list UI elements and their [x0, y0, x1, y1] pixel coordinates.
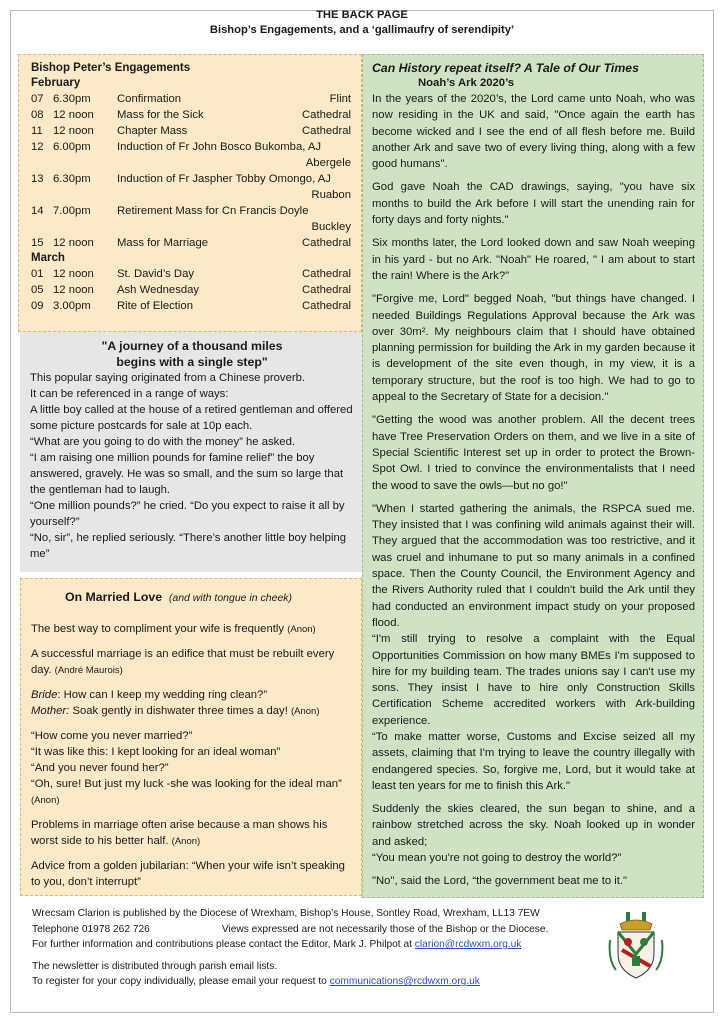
ark-paragraph: Suddenly the skies cleared, the sun began to shine, and a rainbow stretched across the sky. Noah looked up in wonder and asked; — [372, 803, 695, 848]
publisher-line: Wrecsam Clarion is published by the Diocese of Wrexham, Bishop’s House, Sontley Road, Wrexham, LL13 7EW — [32, 908, 540, 919]
engagement-day: 01 — [31, 268, 44, 280]
engagement-location: Cathedral — [302, 268, 351, 280]
quote-text: A successful marriage is an edifice that must be rebuilt every day. — [31, 648, 335, 676]
journey-title-line1: "A journey of a thousand miles — [101, 339, 283, 353]
engagement-row — [31, 139, 351, 171]
engagement-location: Flint — [329, 93, 351, 105]
dialogue-line: “Oh, sure! But just my luck -she was looking for the ideal man” — [31, 778, 342, 790]
engagement-location: Cathedral — [302, 125, 351, 137]
ark-paragraph: "Forgive me, Lord" begged Noah, "but things have changed. I needed Buildings Regulations Approval because the Ark was over 30m². My neighbours claim that I should have obtained planning permission for building the Ark in my garden because it is development of the site even though, in my view, it is a temporary structure, but the roof is too high. We had to go to appeal to the Secretary of State for a decision." — [372, 293, 695, 404]
ark-title: Can History repeat itself? A Tale of Our Times — [372, 61, 639, 75]
ark-paragraph: “I'm still trying to resolve a complaint with the Equal Opportunities Commission on how many BMEs I'm supposed to hire for my building team. The trades unions say I can't use my sons. They insist I have to hire only Construction Skills Certification Scheme accredited workers with Ark-building experience. — [372, 633, 695, 727]
engagement-row — [31, 235, 351, 251]
ark-paragraph: In the years of the 2020’s, the Lord came unto Noah, who was now residing in the UK and said, "Once again the earth has become wicked and I see the end of all flesh before me. Build another Ark and save two of every living thing, along with a few good humans". — [372, 93, 695, 171]
engagement-row — [31, 107, 351, 123]
quote — [31, 817, 353, 850]
engagement-row — [31, 266, 351, 282]
mother-label: Mother: — [31, 705, 70, 717]
engagement-location: Ruabon — [311, 189, 351, 201]
engagement-event: St. David’s Day — [117, 268, 195, 280]
engagement-location: Cathedral — [302, 237, 351, 249]
engagement-event: Retirement Mass for Cn Francis Doyle — [117, 205, 309, 217]
engagements-title: Bishop Peter’s Engagements — [31, 62, 191, 74]
distribution-line: The newsletter is distributed through parish email lists. — [32, 960, 278, 972]
contact-text: For further information and contributions please contact the Editor, Mark J. Philpot at — [32, 939, 415, 950]
journey-line: It can be referenced in a range of ways: — [30, 388, 229, 400]
engagement-event: Chapter Mass — [117, 125, 188, 137]
engagement-event: Ash Wednesday — [117, 284, 200, 296]
quote — [31, 646, 353, 679]
journey-line: “I am raising one million pounds for famine relief” the boy answered, gravely. He was so small, and the sum so large that the gentleman had to laugh. — [30, 452, 344, 496]
page-header — [0, 8, 724, 38]
engagement-day: 13 — [31, 173, 44, 185]
register-text: To register for your copy individually, please email your request to — [32, 976, 330, 987]
editor-email-link[interactable]: clarion@rcdwxm.org.uk — [414, 939, 522, 950]
engagement-time: 12 noon — [53, 284, 94, 296]
quote-text: Problems in marriage often arise because a man shows his worst side to his better half. — [31, 819, 328, 847]
engagement-day: 08 — [31, 109, 44, 121]
diocese-crest-icon — [606, 910, 666, 984]
engagement-time: 7.00pm — [53, 205, 91, 217]
engagement-location: Cathedral — [302, 300, 351, 312]
engagement-event: Induction of Fr John Bosco Bukomba, AJ — [117, 141, 322, 153]
engagement-time: 12 noon — [53, 268, 94, 280]
mother-text: Soak gently in dishwater three times a day! — [69, 705, 288, 717]
ark-paragraph: "No", said the Lord, “the government beat me to it." — [372, 875, 628, 888]
contact-line — [32, 937, 592, 953]
engagement-day: 05 — [31, 284, 44, 296]
telephone: Telephone 01978 262 726 — [32, 923, 150, 935]
engagement-day: 11 — [31, 125, 43, 137]
ark-paragraph: "Getting the wood was another problem. All the decent trees have Tree Preservation Orders on them, and we live in a site of Special Scientific Interest set up in order to protect the Brown-Spot Owl. I tried to convince the environmentalists that I need the wood to save the owls—but no go!" — [372, 414, 695, 492]
ark-paragraph: “You mean you're not going to destroy the world?" — [372, 852, 622, 865]
engagement-row — [31, 282, 351, 298]
ark-paragraph: Six months later, the Lord looked down and saw Noah weeping in his yard - but no Ark. "Noah" He roared, " I am about to start the rain! Where is the Ark?" — [372, 237, 695, 282]
engagement-event: Rite of Election — [117, 300, 193, 312]
journey-line: “No, sir”, he replied seriously. “There’s another little boy helping me” — [30, 532, 347, 560]
footer — [32, 906, 592, 990]
married-love-subtitle: (and with tongue in cheek) — [168, 592, 293, 604]
married-love-box — [20, 578, 362, 896]
page-title: THE BACK PAGE — [316, 9, 408, 21]
ark-paragraph: "When I started gathering the animals, the RSPCA sued me. They insisted that I was confining wild animals against their will. They argued that the accommodation was too restrictive, and it was cruel and inhumane to put so many animals in a confined space. Then the County Council, the Environment Agency and the Rivers Authority ruled that I couldn't build the Ark until they had conducted an environment impact study on your proposed flood. — [372, 502, 695, 629]
engagement-time: 3.00pm — [53, 300, 91, 312]
communications-email-link[interactable]: communications@rcdwxm.org.uk — [329, 976, 480, 987]
married-love-title — [31, 589, 353, 606]
month-heading: March — [31, 252, 65, 264]
engagement-time: 6.30pm — [53, 173, 91, 185]
page-subtitle: Bishop’s Engagements, and a ‘gallimaufry of serendipity’ — [209, 24, 515, 36]
dialogue-line: “How come you never married?” — [31, 730, 193, 742]
engagement-location: Cathedral — [302, 109, 351, 121]
engagement-day: 12 — [31, 141, 44, 153]
quote — [31, 858, 353, 890]
journey-line: “One million pounds?” he cried. “Do you expect to raise it all by yourself?” — [30, 500, 345, 528]
quote-source: (Anon) — [171, 836, 201, 847]
engagement-day: 15 — [31, 237, 44, 249]
engagement-time: 12 noon — [53, 109, 94, 121]
engagement-row — [31, 171, 351, 203]
quote — [31, 687, 353, 720]
bride-label: Bride — [31, 689, 58, 701]
quote-source: (André Maurois) — [54, 665, 123, 676]
ark-subtitle: Noah’s Ark 2020’s — [418, 77, 515, 89]
married-love-heading: On Married Love — [65, 590, 163, 604]
engagement-location: Buckley — [311, 221, 351, 233]
ark-story-box — [362, 54, 704, 898]
quote-source: (Anon) — [290, 706, 320, 717]
dialogue-line: “It was like this: I kept looking for an ideal woman” — [31, 746, 281, 758]
engagement-event: Mass for Marriage — [117, 237, 209, 249]
views-disclaimer: Views expressed are not necessarily those of the Bishop or the Diocese. — [221, 923, 549, 935]
engagement-location: Cathedral — [302, 284, 351, 296]
quote-source: (Anon) — [31, 795, 60, 806]
engagement-row — [31, 123, 351, 139]
ark-paragraph: God gave Noah the CAD drawings, saying, "you have six months to build the Ark before I will start the unending rain for forty days and forty nights." — [372, 181, 695, 227]
ark-paragraph: “To make matter worse, Customs and Excise seized all my assets, claiming that I'm trying to leave the country illegally with endangered species. So, forgive me, Lord, but it would take at least ten years for me to finish this Ark." — [372, 730, 695, 792]
journey-title-line2: begins with a single step" — [116, 355, 268, 369]
telephone-line — [32, 922, 592, 938]
engagement-event: Induction of Fr Jaspher Tobby Omongo, AJ — [117, 173, 331, 185]
journey-box — [20, 332, 362, 572]
engagement-row — [31, 298, 351, 314]
journey-line: “What are you going to do with the money” he asked. — [30, 436, 295, 448]
engagement-day: 07 — [31, 93, 44, 105]
bride-text: : How can I keep my wedding ring clean?” — [57, 689, 268, 701]
engagement-time: 12 noon — [53, 125, 94, 137]
engagement-time: 12 noon — [53, 237, 94, 249]
engagement-time: 6.30pm — [53, 93, 91, 105]
engagement-event: Confirmation — [117, 93, 182, 105]
engagements-box — [18, 54, 362, 332]
engagement-day: 14 — [31, 205, 44, 217]
engagement-event: Mass for the Sick — [117, 109, 204, 121]
quote-source: (Anon) — [287, 624, 316, 635]
quote-text: Advice from a golden jubilarian: “When your wife isn’t speaking to you, don’t interrupt” — [31, 860, 345, 888]
engagement-row — [31, 203, 351, 235]
engagement-time: 6.00pm — [53, 141, 91, 153]
month-heading: February — [31, 77, 81, 89]
engagement-row — [31, 91, 351, 107]
dialogue-line: “And you never found her?” — [31, 762, 169, 774]
journey-line: A little boy called at the house of a retired gentleman and offered some picture postcards for sale at 10p each. — [30, 404, 353, 432]
journey-line: This popular saying originated from a Chinese proverb. — [30, 372, 306, 384]
engagement-location: Abergele — [305, 157, 351, 169]
quote-text: The best way to compliment your wife is frequently — [31, 623, 285, 635]
quote — [31, 621, 353, 638]
engagement-day: 09 — [31, 300, 44, 312]
quote — [31, 728, 353, 809]
register-line — [32, 974, 592, 990]
